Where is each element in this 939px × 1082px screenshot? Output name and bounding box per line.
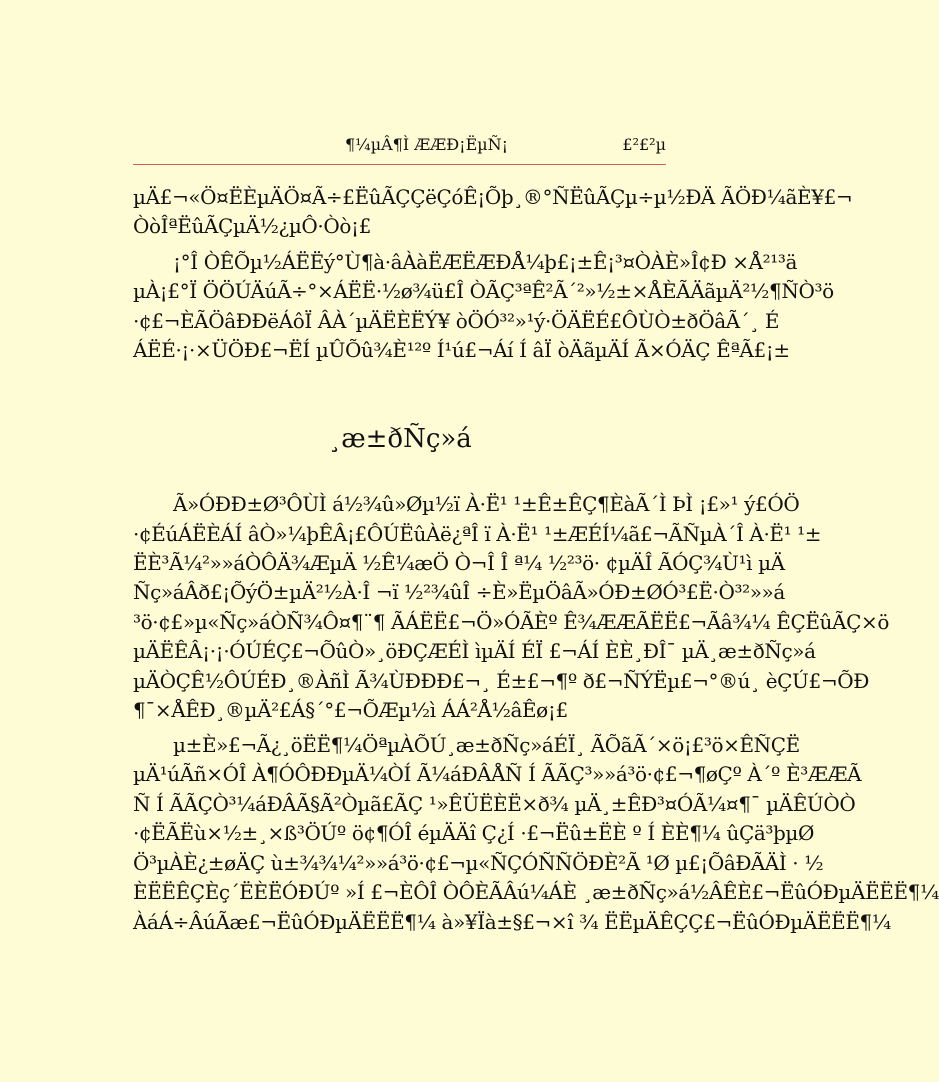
text-line: ËÈ³Ã¼²»»áÒÔÄ¾ÆµÄ ½Ê¼æÖ Ò¬Î Î ª¼ ½²³ö· ¢µÄÎ ÃÓÇ¾Ù¹ì µÄ xyxy=(133,551,785,575)
header-rule xyxy=(133,164,666,165)
running-header xyxy=(133,133,666,161)
running-title: ¶¼µÂ¶Ì ÆÆÐ¡ËµÑ¡ xyxy=(345,135,509,154)
text-line: ¶¯×ÅÊÐ¸®µÄ²£Á§´°£¬ÕÆµ½ì ÁÁ²Å½âÊø¡£ xyxy=(133,698,568,722)
text-line: µÄËÊÂ¡·¡·ÓÚÉÇ£¬ÕûÒ»¸öÐÇÆÉÌ ìµÄÍ ÉÏ £¬ÁÍ ÈÈ¸ÐÎ¯ µÄ¸æ±ðÑç»á xyxy=(133,639,816,663)
page-number: £²£²µ xyxy=(622,135,666,154)
text-line: ÒòÎªËûÃÇµÄ½¿µÔ·Òò¡£ xyxy=(133,214,371,238)
section-heading: ¸æ±ðÑç»á xyxy=(328,424,472,454)
text-line: Ñç»áÂð£¡ÕýÖ±µÄ²½À·Î ¬ï ½²¾ûÎ ÷È»ËµÖâÃ»ÓÐ±ØÓ³£Ë·Ò³²»»á xyxy=(133,580,785,604)
text-line: ÀáÁ÷ÂúÃæ£¬ËûÓÐµÄËËË¶¼ à»¥Ïà±§£¬×î ¾ ËËµÄÊÇÇ£¬ËûÓÐµÄËËË¶¼ xyxy=(133,910,891,934)
text-line: ÈËËÊÇÈç´ËÈËÓÐÚº »Í £¬ÈÔÎ ÒÔÈÃÂú¼ÁÈ ¸æ±ðÑç»á½ÂÊÈ£¬ËûÓÐµÄËËË¶¼ xyxy=(133,880,939,904)
text-line: ³ö·¢£»µ«Ñç»áÒÑ¾Ô¤¶¨¶ ÃÁËË£¬Ö»ÓÃÈº Ê¾ÆÆÃËË£¬Ãâ¾¼ ÊÇËûÃÇ×ö xyxy=(133,610,889,634)
text-line: Ö³µÀÈ¿±øÄÇ ù±¾¾¼²»»á³ö·¢£¬µ«ÑÇÓÑÑÖÐÈ²Ã ¹Ø µ£¡ÕâÐÃÄÌ · ½ xyxy=(133,851,824,875)
text-line: ÁËÉ·¡·×ÜÖÐ£¬ËÍ µÛÕû¾È¹²º Í¹ú£¬Áí Í âÏ òÄãµÄÍ Ã×ÓÄÇ ÊªÃ£¡± xyxy=(133,338,790,362)
text-line: µÄÒÇÊ½ÔÚÉÐ¸®ÀñÌ Ã¾ÙÐÐÐ£¬¸ É±£¬¶º ð£¬ÑÝËµ£¬°®ú¸ èÇÚ£¬ÕÐ xyxy=(133,669,869,693)
text-line: µÄ£¬«Ö¤ËÈµÄÖ¤Ã÷£ËûÃÇÇëÇóÊ¡Õþ¸®°ÑËûÃÇµ÷µ½ÐÄ ÃÖÐ¼ãÈ¥£¬ xyxy=(133,185,853,209)
text-line: Ã»ÓÐÐ±Ø³ÔÙÌ á½¾û»Øµ½ï À·Ë¹ ¹±Ê±ÊÇ¶ÈàÃ´Ì ÞÌ ¡£»¹ ý£ÓÖ xyxy=(173,492,800,516)
text-line: ·¢ËÃËù×½±¸×ß³ÖÚº ö¢¶ÓÎ éµÄÄî Ç¿Í ·£¬Ëû±ËÈ º Í ÈÈ¶¼ ûÇä³þµØ xyxy=(133,821,814,845)
text-line: µÀ¡£°Ï ÖÖÚÄúÃ÷°×ÁËË·½ø¾ü£Î ÒÃÇ³ªÊ²Ã´²»½±×ÅÈÃÄãµÄ²½¶ÑÒ³ö xyxy=(133,279,834,303)
text-line: µ±È»£¬Ã¿¸öËË¶¼ÖªµÀÕÚ¸æ±ðÑç»áÉÏ¸ ÃÕãÃ´×ö¡£³ö×ÊÑÇË xyxy=(173,733,800,757)
text-line: ·¢£¬ÈÃÖâÐÐëÁôÏ ÂÀ´µÄËÈËÝ¥ òÖÓ³²»¹ý·ÖÄËÉ£ÔÙÒ±ðÖâÃ´¸ É xyxy=(133,309,780,333)
text-line: Ñ Í ÃÃÇÒ³¼áÐÂÃ§Ã²Òµã£ÃÇ ¹»ÊÜËÈË×ð¾ µÄ¸±ÊÐ³¤ÓÃ¼¤¶¯ µÄÊÚÒÒ xyxy=(133,792,856,816)
text-line: µÄ¹úÃñ×ÓÎ À¶ÓÔÐÐµÄ¼ÒÍ Ã¼áÐÂÅÑ Í ÃÃÇ³»»á³ö·¢£¬¶øÇº À´º È³ÆÆÃ xyxy=(133,762,862,786)
text-line: ·¢ÉúÁËÈÁÍ âÒ»¼þÊÂ¡£ÔÚËûÀë¿ªÎ ï À·Ë¹ ¹±ÆÉÍ¼ã£¬ÃÑµÀ´Î À·Ë¹ ¹± xyxy=(133,522,822,546)
text-line: ¡°Î ÒÊÕµ½ÁËËý°Ù¶à·âÀàËÆËÆÐÅ¼þ£¡±Ê¡³¤ÒÀÈ»Î¢Ð ×Å²¹³ä xyxy=(173,250,798,274)
